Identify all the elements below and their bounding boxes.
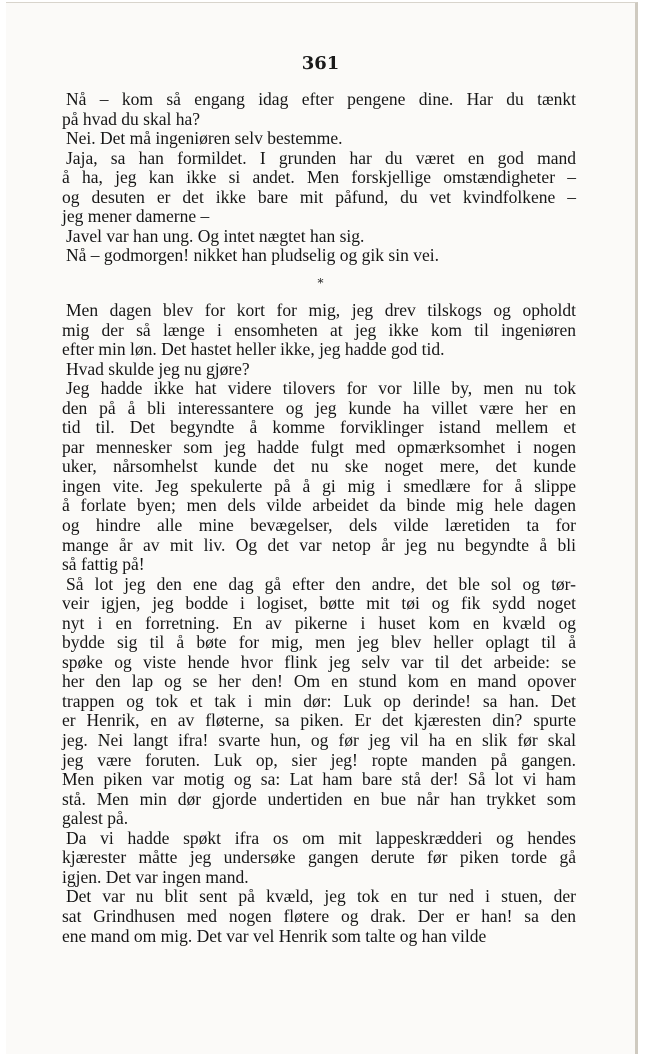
text-line: jeg mener damerne –	[62, 206, 210, 227]
text-line: stå. Men min dør gjorde undertiden en bue når han trykket som	[62, 788, 576, 809]
text-line: Jaja, sa han formildet. I grunden har du været en god mand	[66, 147, 576, 168]
text-line: mange år av mit liv. Og det var netop år jeg nu begyndte å bli	[62, 534, 576, 555]
paragraph	[62, 360, 576, 380]
text-line: spøke og viste hende hvor flink jeg selv var til det arbeide: se	[62, 651, 576, 672]
paragraph	[62, 887, 576, 946]
text-line: å ha, jeg kan ikke si andet. Men forskjellige omstændigheter –	[62, 167, 576, 188]
text-line: Da vi hadde spøkt ifra os om mit lappeskrædderi og hendes	[66, 827, 576, 848]
text-line: er Henrik, en av fløterne, sa piken. Er det kjæresten din? spurte	[62, 710, 576, 731]
section-separator: *	[317, 276, 324, 290]
text-line: par mennesker som jeg hadde fulgt med opmærksomhet i nogen	[62, 436, 576, 457]
paragraph	[62, 129, 576, 149]
text-line: den på å bli interessantere og jeg kunde ha villet være her en	[62, 397, 576, 418]
paragraph	[62, 829, 576, 888]
text-line: sat Grindhusen med nogen fløtere og drak. Der er han! sa den	[62, 905, 576, 926]
paragraph	[62, 149, 576, 227]
page-number: 361	[301, 53, 340, 74]
paragraph	[62, 379, 576, 574]
text-section-2	[62, 301, 576, 946]
text-line: jeg være foruten. Luk op, sier jeg! ropte manden på gangen.	[62, 749, 576, 770]
text-line: ingen vite. Jeg spekulerte på å gi mig i smedlære for å slippe	[62, 475, 576, 496]
text-line: Nå – kom så engang idag efter pengene dine. Har du tænkt	[66, 89, 576, 109]
text-line: nyt i en forretning. En av pikerne i huset kom en kvæld og	[62, 612, 576, 633]
text-line: kjærester måtte jeg undersøke gangen derute før piken torde gå	[62, 847, 576, 868]
text-line: ene mand om mig. Det var vel Henrik som talte og han vilde	[62, 925, 487, 946]
paragraph	[62, 575, 576, 829]
text-line: å forlate byen; men dels vilde arbeidet da binde mig hele dagen	[62, 495, 576, 516]
text-line: på hvad du skal ha?	[62, 108, 201, 129]
text-line: og hindre alle mine bevægelser, dels vilde læretiden ta for	[62, 515, 576, 536]
paragraph	[62, 301, 576, 360]
text-line: igjen. Det var ingen mand.	[62, 866, 249, 887]
text-line: så fattig på!	[62, 554, 145, 575]
text-line: uker, nårsomhelst kunde det nu ske noget mere, det kunde	[62, 456, 576, 477]
text-line: efter min løn. Det hastet heller ikke, jeg hadde god tid.	[62, 339, 445, 360]
paragraph	[62, 246, 576, 266]
text-line: Men piken var motig og sa: Lat ham bare stå der! Så lot vi ham	[62, 769, 576, 790]
text-section-1	[62, 90, 576, 266]
paragraph	[62, 90, 576, 129]
text-line: mig der så længe i ensomheten at jeg ikke kom til ingeniøren	[62, 319, 576, 340]
text-line: Hvad skulde jeg nu gjøre?	[66, 358, 250, 379]
text-line: Men dagen blev for kort for mig, jeg drev tilskogs og opholdt	[66, 300, 576, 320]
text-line: og desuten er det ikke bare mit påfund, du vet kvindfolkene –	[62, 186, 576, 207]
text-line: Nå – godmorgen! nikket han pludselig og gik sin vei.	[66, 245, 439, 266]
text-line: Nei. Det må ingeniøren selv bestemme.	[66, 128, 343, 149]
book-page	[6, 2, 638, 1054]
text-line: Så lot jeg den ene dag gå efter den andre, det ble sol og tør-	[66, 573, 576, 594]
text-line: tid til. Det begyndte å komme forviklinger istand mellem et	[62, 417, 576, 438]
text-line: galest på.	[62, 808, 129, 829]
text-line: her den lap og se her den! Om en stund kom en mand opover	[62, 671, 576, 692]
text-line: trappen og tok et tak i min dør: Luk op derinde! sa han. Det	[62, 690, 576, 711]
text-line: veir igjen, jeg bodde i logiset, bøtte mit tøi og fik sydd noget	[62, 593, 576, 614]
text-line: Jeg hadde ikke hat videre tilovers for vor lille by, men nu tok	[66, 378, 576, 399]
text-line: Javel var han ung. Og intet nægtet han sig.	[66, 225, 365, 246]
paragraph	[62, 227, 576, 247]
text-line: Det var nu blit sent på kvæld, jeg tok en tur ned i stuen, der	[66, 886, 576, 907]
text-line: bydde sig til å bøte for mig, men jeg blev heller oplagt til å	[62, 632, 576, 653]
text-line: jeg. Nei langt ifra! svarte hun, og før jeg vil ha en slik før skal	[62, 730, 576, 751]
